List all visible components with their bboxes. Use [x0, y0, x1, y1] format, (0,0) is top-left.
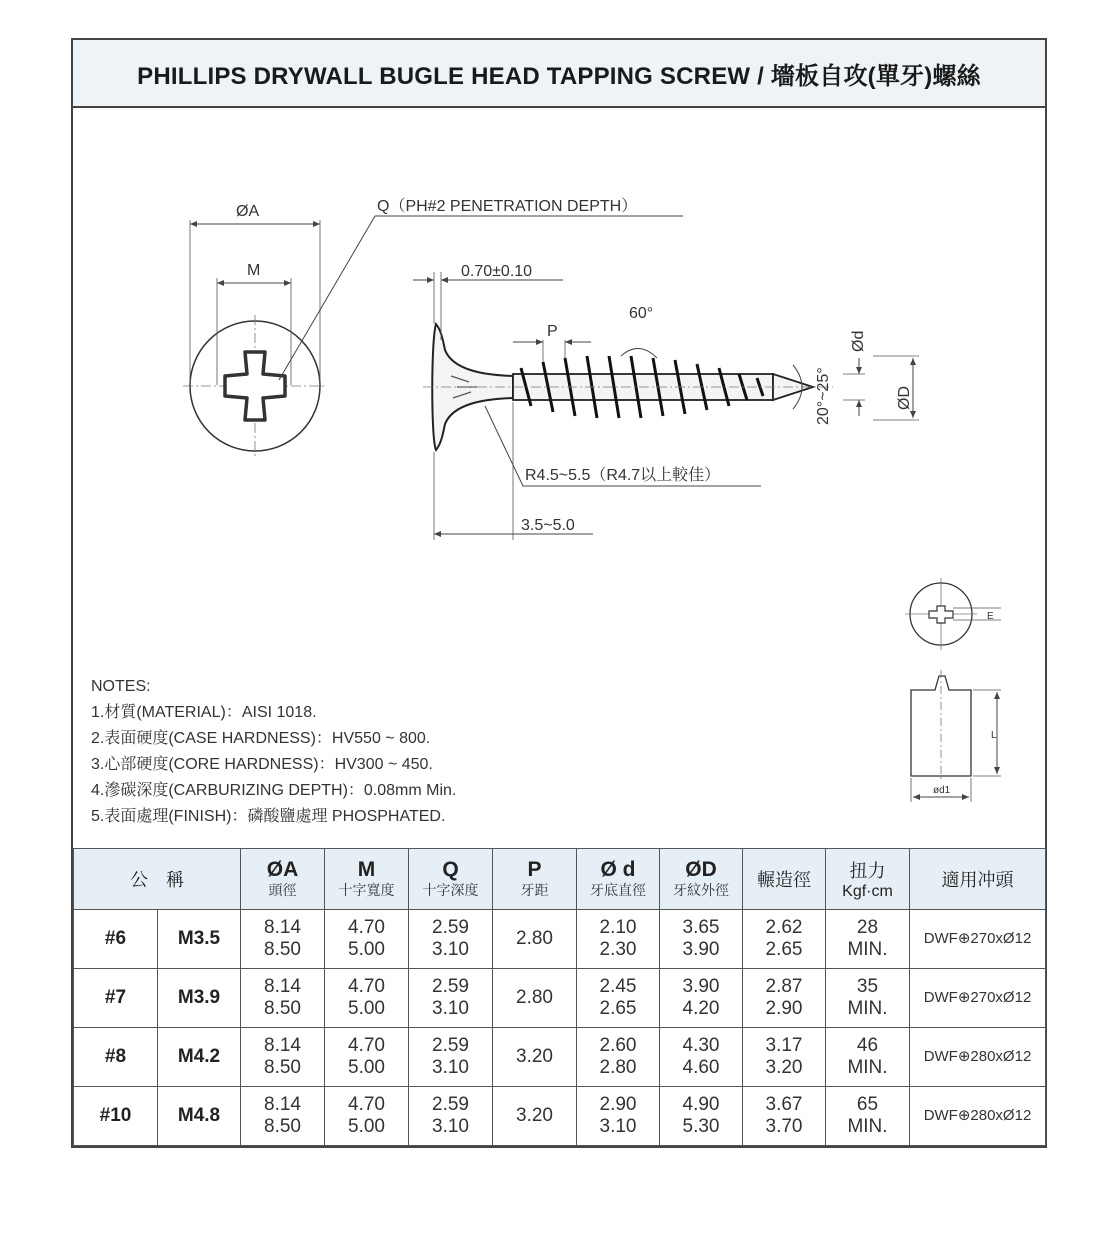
dim-label-e: E — [987, 611, 994, 622]
cell-torque: 46 MIN. — [826, 1028, 910, 1087]
note-item: 2.表面硬度(CASE HARDNESS)：HV550 ~ 800. — [91, 730, 431, 747]
cell-punch: DWF⊕270xØ12 — [910, 969, 1046, 1028]
cell-recess-depth: 2.59 3.10 — [409, 969, 493, 1028]
cell-punch: DWF⊕280xØ12 — [910, 1087, 1046, 1146]
header-pitch: P 牙距 — [493, 849, 577, 910]
notes-heading: NOTES: — [91, 678, 151, 695]
cell-gauge: #10 — [74, 1087, 158, 1146]
cell-pitch: 2.80 — [493, 910, 577, 969]
notes-block — [91, 674, 456, 830]
cell-root-dia: 2.10 2.30 — [577, 910, 660, 969]
cell-gauge: #6 — [74, 910, 158, 969]
dim-label-thread-angle: 60° — [629, 305, 654, 322]
cell-major-dia: 4.30 4.60 — [660, 1028, 743, 1087]
note-item: 4.滲碳深度(CARBURIZING DEPTH)：0.08mm Min. — [91, 782, 457, 799]
cell-recess-width: 4.70 5.00 — [325, 910, 409, 969]
dim-label-d1: ød1 — [933, 785, 951, 796]
header-torque: 扭力 Kgf·cm — [826, 849, 910, 910]
dim-label-penetration-depth: Q（PH#2 PENETRATION DEPTH） — [377, 198, 638, 215]
dim-label-major-dia: ØD — [896, 386, 913, 410]
header-head-dia: ØA 頭徑 — [241, 849, 325, 910]
cell-roll-dia: 3.17 3.20 — [743, 1028, 826, 1087]
header-recess-depth: Q 十字深度 — [409, 849, 493, 910]
table-row — [74, 969, 1046, 1028]
cell-roll-dia: 2.87 2.90 — [743, 969, 826, 1028]
spec-table — [73, 848, 1046, 1146]
cell-roll-dia: 3.67 3.70 — [743, 1087, 826, 1146]
table-row — [74, 1087, 1046, 1146]
cell-pitch: 2.80 — [493, 969, 577, 1028]
cell-head-dia: 8.14 8.50 — [241, 969, 325, 1028]
cell-head-dia: 8.14 8.50 — [241, 1028, 325, 1087]
cell-torque: 28 MIN. — [826, 910, 910, 969]
note-item: 1.材質(MATERIAL)：AISI 1018. — [91, 704, 317, 721]
header-root-dia: Ø d 牙底直徑 — [577, 849, 660, 910]
cell-torque: 65 MIN. — [826, 1087, 910, 1146]
dim-label-l: L — [991, 730, 997, 741]
cell-roll-dia: 2.62 2.65 — [743, 910, 826, 969]
cell-recess-depth: 2.59 3.10 — [409, 1028, 493, 1087]
note-item: 3.心部硬度(CORE HARDNESS)：HV300 ~ 450. — [91, 756, 433, 773]
sheet-title: PHILLIPS DRYWALL BUGLE HEAD TAPPING SCREW / 墻板自攻(單牙)螺絲 — [73, 40, 1045, 108]
punch-gauge-view — [905, 578, 1001, 802]
dim-label-pitch: P — [547, 323, 558, 340]
screw-side-view — [413, 263, 919, 540]
cell-metric: M4.8 — [158, 1087, 241, 1146]
cell-pitch: 3.20 — [493, 1028, 577, 1087]
cell-root-dia: 2.60 2.80 — [577, 1028, 660, 1087]
dim-label-head-depth: 3.5~5.0 — [521, 517, 575, 534]
cell-punch: DWF⊕280xØ12 — [910, 1028, 1046, 1087]
cell-root-dia: 2.90 3.10 — [577, 1087, 660, 1146]
cell-punch: DWF⊕270xØ12 — [910, 910, 1046, 969]
table-header-row — [74, 849, 1046, 910]
header-punch: 適用冲頭 — [910, 849, 1046, 910]
phillips-recess-icon — [225, 352, 285, 420]
cell-root-dia: 2.45 2.65 — [577, 969, 660, 1028]
cell-metric: M3.5 — [158, 910, 241, 969]
cell-recess-depth: 2.59 3.10 — [409, 1087, 493, 1146]
cell-major-dia: 3.65 3.90 — [660, 910, 743, 969]
cell-major-dia: 3.90 4.20 — [660, 969, 743, 1028]
header-nominal: 公 稱 — [74, 849, 241, 910]
cell-recess-width: 4.70 5.00 — [325, 969, 409, 1028]
cell-pitch: 3.20 — [493, 1087, 577, 1146]
cell-major-dia: 4.90 5.30 — [660, 1087, 743, 1146]
header-roll-dia: 輾造徑 — [743, 849, 826, 910]
note-item: 5.表面處理(FINISH)：磷酸鹽處理 PHOSPHATED. — [91, 808, 446, 825]
cell-recess-width: 4.70 5.00 — [325, 1087, 409, 1146]
table-row — [74, 1028, 1046, 1087]
cell-recess-width: 4.70 5.00 — [325, 1028, 409, 1087]
table-row — [74, 910, 1046, 969]
cell-metric: M4.2 — [158, 1028, 241, 1087]
dim-label-head-dia: ØA — [236, 203, 260, 220]
phillips-recess-icon — [929, 606, 953, 623]
dim-label-recess-width: M — [247, 262, 261, 279]
dim-label-root-dia: Ød — [850, 330, 867, 352]
dim-label-point-angle: 20°~25° — [815, 367, 832, 425]
header-recess-width: M 十字寬度 — [325, 849, 409, 910]
header-major-dia: ØD 牙紋外徑 — [660, 849, 743, 910]
cell-head-dia: 8.14 8.50 — [241, 1087, 325, 1146]
cell-torque: 35 MIN. — [826, 969, 910, 1028]
cell-metric: M3.9 — [158, 969, 241, 1028]
dim-label-radius: R4.5~5.5（R4.7以上較佳） — [525, 467, 721, 484]
spec-sheet — [71, 38, 1047, 1148]
cell-head-dia: 8.14 8.50 — [241, 910, 325, 969]
cell-gauge: #8 — [74, 1028, 158, 1087]
cell-gauge: #7 — [74, 969, 158, 1028]
cell-recess-depth: 2.59 3.10 — [409, 910, 493, 969]
dim-label-head-thickness: 0.70±0.10 — [461, 263, 533, 280]
